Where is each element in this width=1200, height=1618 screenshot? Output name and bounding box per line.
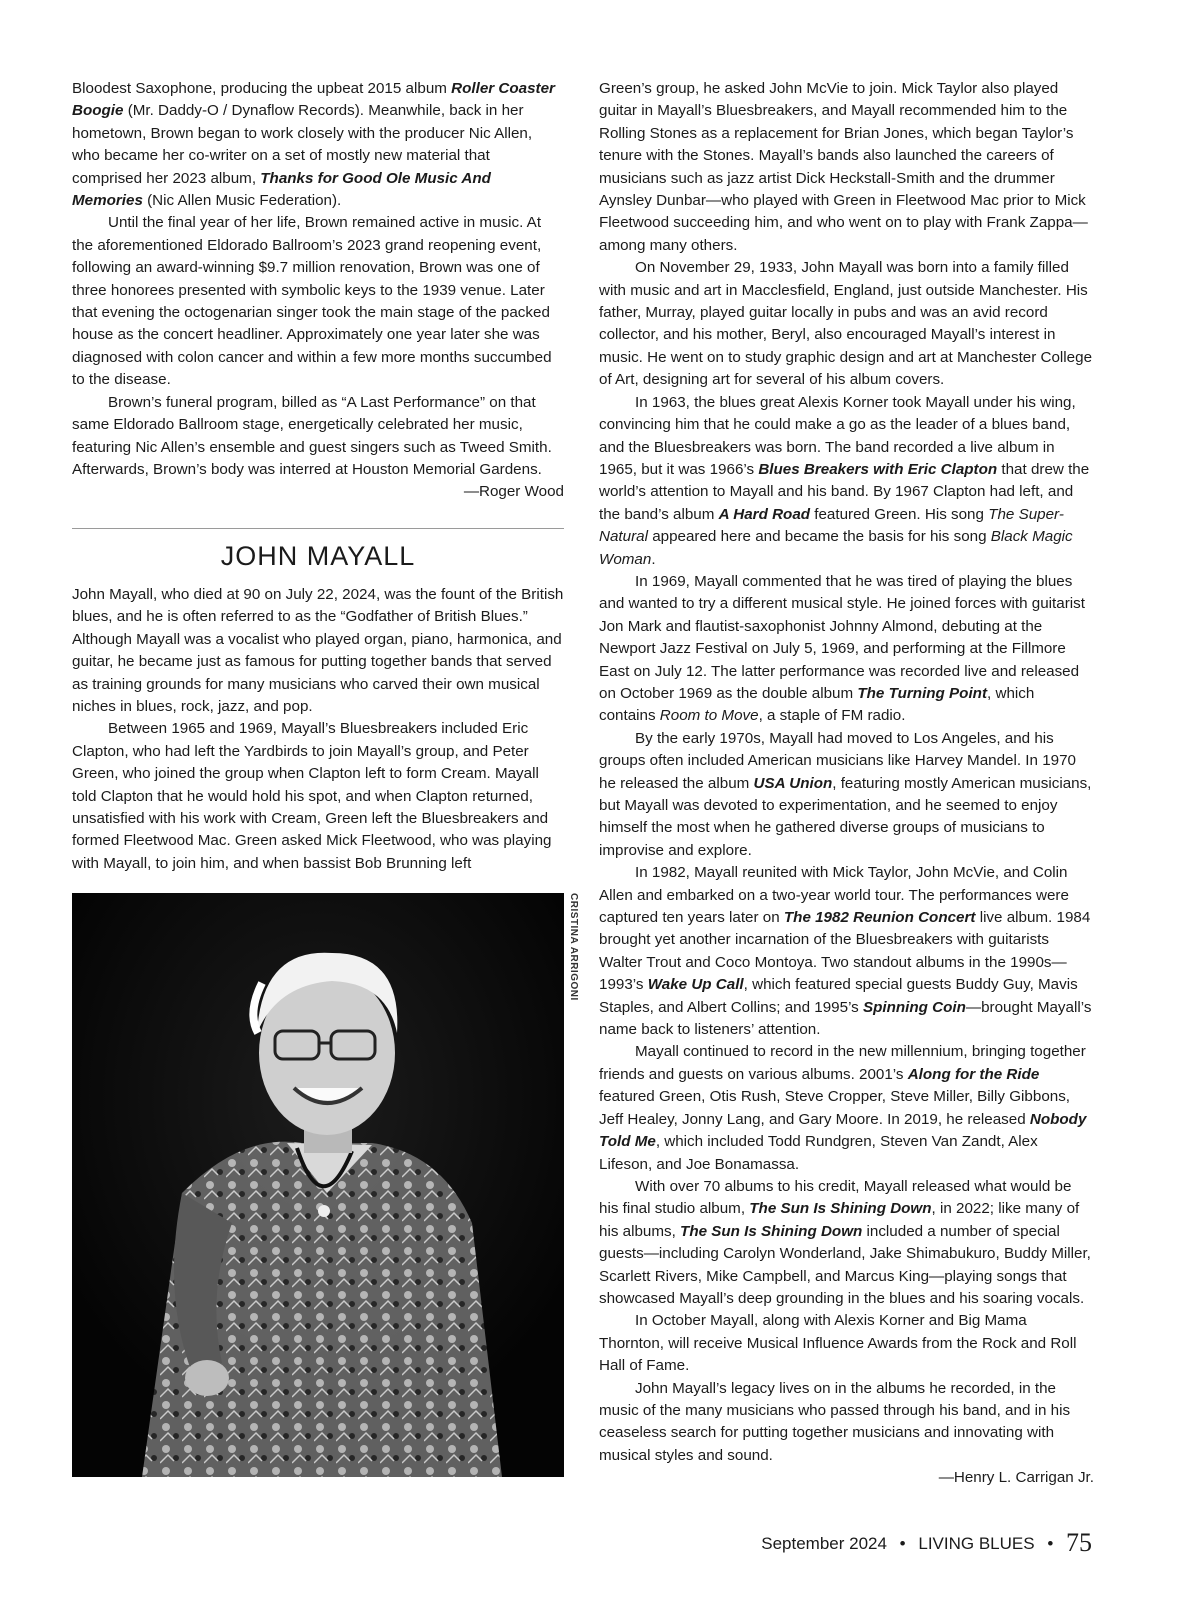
paragraph: In October Mayall, along with Alexis Korner and Big Mama Thornton, will receive Musical Influence Awards from the Rock and Roll Hall of Fame.	[599, 1312, 1077, 1375]
left-column-top	[72, 78, 564, 504]
album-title: The Sun Is Shining Down	[749, 1200, 932, 1218]
paragraph: Between 1965 and 1969, Mayall’s Bluesbreakers included Eric Clapton, who had left the Yardbirds to join Mayall’s group, and Peter Green, who joined the group when Clapton left to form Cream. Mayall told Clapton that he would hold his spot, and when Clapton returned, unsatisfied with his work with Cream, Green left the Bluesbreakers and formed Fleetwood Mac. Green asked Mick Fleetwood, who was playing with Mayall, to join him, and when bassist Bob Brunning left	[72, 720, 552, 872]
bullet-separator: •	[899, 1534, 906, 1553]
paragraph: Brown’s funeral program, billed as “A Last Performance” on that same Eldorado Ballroom stage, energetically celebrated her music, featuring Nic Allen’s ensemble and guest singers such as Tweed Smith. Afterwards, Brown’s body was interred at Houston Memorial Gardens.	[72, 393, 552, 478]
album-title: Spinning Coin	[863, 998, 966, 1016]
song-title: Black Magic Woman	[599, 528, 1073, 568]
page-number: 75	[1066, 1528, 1092, 1557]
issue-date: September 2024	[761, 1534, 887, 1553]
paragraph: John Mayall’s legacy lives on in the albums he recorded, in the music of the many musicians who passed through his band, and in his ceaseless search for putting together musicians and innovating with musical styles and sound.	[599, 1379, 1071, 1464]
paragraph: Mayall continued to record in the new millennium, bringing together friends and guests on various albums. 2001’s Along for the Ride featured Green, Otis Rush, Steve Cropper, Steve Miller, Billy Gibbons, Jeff Healey, Jonny Lang, and Gary Moore. In 2019, he released Nobody Told Me, which included Todd Rundgren, Steven Van Zandt, Alex Lifeson, and Joe Bonamassa.	[599, 1043, 1087, 1173]
paragraph: On November 29, 1933, John Mayall was born into a family filled with music and art in Macclesfield, England, just outside Manchester. His father, Murray, played guitar locally in pubs and was an avid record collector, and his mother, Beryl, also encouraged Mayall’s interest in music. He went on to study graphic design and art at Manchester College of Art, designing art for several of his album covers.	[599, 259, 1093, 389]
magazine-name: LIVING BLUES	[918, 1534, 1035, 1553]
bullet-separator: •	[1047, 1534, 1054, 1553]
album-title: Blues Breakers with Eric Clapton	[758, 460, 998, 478]
album-title: Roller Coaster Boogie	[72, 80, 555, 120]
section-title: JOHN MAYALL	[220, 541, 416, 571]
paragraph: In 1963, the blues great Alexis Korner took Mayall under his wing, convincing him that he could make a go as the leader of a blues band, and the Bluesbreakers was born. The band recorded a live album in 1965, but it was 1966’s Blues Breakers with Eric Clapton that drew the world’s attention to Mayall and his band. By 1967 Clapton had left, and the band’s album A Hard Road featured Green. His song The Super-Natural appeared here and became the basis for his song Black Magic Woman.	[599, 393, 1090, 568]
paragraph: Bloodest Saxophone, producing the upbeat 2015 album Roller Coaster Boogie (Mr. Daddy-O / Dynaflow Records). Meanwhile, back in her hometown, Brown began to work closely with the producer Nic Allen, who became her co-writer on a set of mostly new material that comprised her 2023 album, Thanks for Good Ole Music And Memories (Nic Allen Music Federation).	[72, 80, 555, 210]
album-title: Wake Up Call	[647, 976, 744, 994]
album-title: The Turning Point	[857, 684, 988, 702]
song-title: Room to Move	[659, 707, 759, 725]
left-column-bottom	[72, 584, 564, 875]
album-title: Along for the Ride	[907, 1065, 1040, 1083]
album-title: Nobody Told Me	[599, 1110, 1087, 1151]
portrait-photo	[72, 893, 564, 1477]
author-signature: —Roger Wood	[463, 483, 564, 501]
photo-credit: CRISTINA ARRIGONI	[568, 893, 579, 1001]
album-title: USA Union	[753, 774, 833, 792]
album-title: A Hard Road	[718, 505, 811, 523]
section-divider	[72, 528, 564, 529]
album-title: The 1982 Reunion Concert	[783, 909, 976, 927]
portrait-illustration	[72, 893, 564, 1477]
paragraph: John Mayall, who died at 90 on July 22, 2024, was the fount of the British blues, and he is often referred to as the “Godfather of British Blues.” Although Mayall was a vocalist who played organ, piano, harmonica, and guitar, he became just as famous for putting together bands that served as training grounds for many musicians who carved their own musical niches in blues, rock, jazz, and pop.	[72, 586, 564, 716]
album-title: The Sun Is Shining Down	[680, 1222, 863, 1240]
paragraph: Green’s group, he asked John McVie to join. Mick Taylor also played guitar in Mayall’s Bluesbreakers, and Mayall recommended him to the Rolling Stones as a replacement for Brian Jones, which began Taylor’s tenure with the Stones. Mayall’s bands also launched the careers of musicians such as jazz artist Dick Heckstall-Smith and the drummer Aynsley Dunbar—who played with Green in Fleetwood Mac prior to Mick Fleetwood succeeding him, and who went on to play with Frank Zappa—among many others.	[599, 80, 1088, 254]
album-title: Thanks for Good Ole Music And Memories	[72, 169, 491, 210]
paragraph: With over 70 albums to his credit, Mayall released what would be his final studio album, The Sun Is Shining Down, in 2022; like many of his albums, The Sun Is Shining Down included a number of special guests—including Carolyn Wonderland, Jake Shimabukuro, Buddy Miller, Scarlett Rivers, Mike Campbell, and Marcus King—playing songs that showcased Mayall’s deep grounding in the blues and his soaring vocals.	[599, 1177, 1091, 1307]
paragraph: By the early 1970s, Mayall had moved to Los Angeles, and his groups often included American musicians like Harvey Mandel. In 1970 he released the album USA Union, featuring mostly American musicians, but Mayall was devoted to experimentation, and he seemed to enjoy himself the most when he gathered diverse groups of musicians to improvise and explore.	[599, 729, 1092, 859]
right-column	[599, 78, 1094, 1490]
page-footer	[761, 1528, 1092, 1559]
author-signature: —Henry L. Carrigan Jr.	[938, 1469, 1094, 1487]
paragraph: In 1982, Mayall reunited with Mick Taylor, John McVie, and Colin Allen and embarked on a two-year world tour. The performances were captured ten years later on The 1982 Reunion Concert live album. 1984 brought yet another incarnation of the Bluesbreakers with guitarists Walter Trout and Coco Montoya. Two standout albums in the 1990s—1993’s Wake Up Call, which featured special guests Buddy Guy, Mavis Staples, and Albert Collins; and 1995’s Spinning Coin—brought Mayall’s name back to listeners’ attention.	[599, 864, 1092, 1039]
paragraph: Until the final year of her life, Brown remained active in music. At the aforementioned Eldorado Ballroom’s 2023 grand reopening event, following an award-winning $9.7 million renovation, Brown was one of three honorees presented with symbolic keys to the 1939 venue. Later that evening the octogenarian singer took the main stage of the packed house as the concert headliner. Approximately one year later she was diagnosed with colon cancer and within a few more months succumbed to the disease.	[72, 214, 552, 389]
paragraph: In 1969, Mayall commented that he was tired of playing the blues and wanted to try a different musical style. He joined forces with guitarist Jon Mark and flautist-saxophonist Johnny Almond, debuting at the Newport Jazz Festival on July 5, 1969, and performing at the Fillmore East on July 12. The latter performance was recorded live and released on October 1969 as the double album The Turning Point, which contains Room to Move, a staple of FM radio.	[599, 572, 1085, 725]
song-title: The Super-Natural	[599, 505, 1064, 546]
